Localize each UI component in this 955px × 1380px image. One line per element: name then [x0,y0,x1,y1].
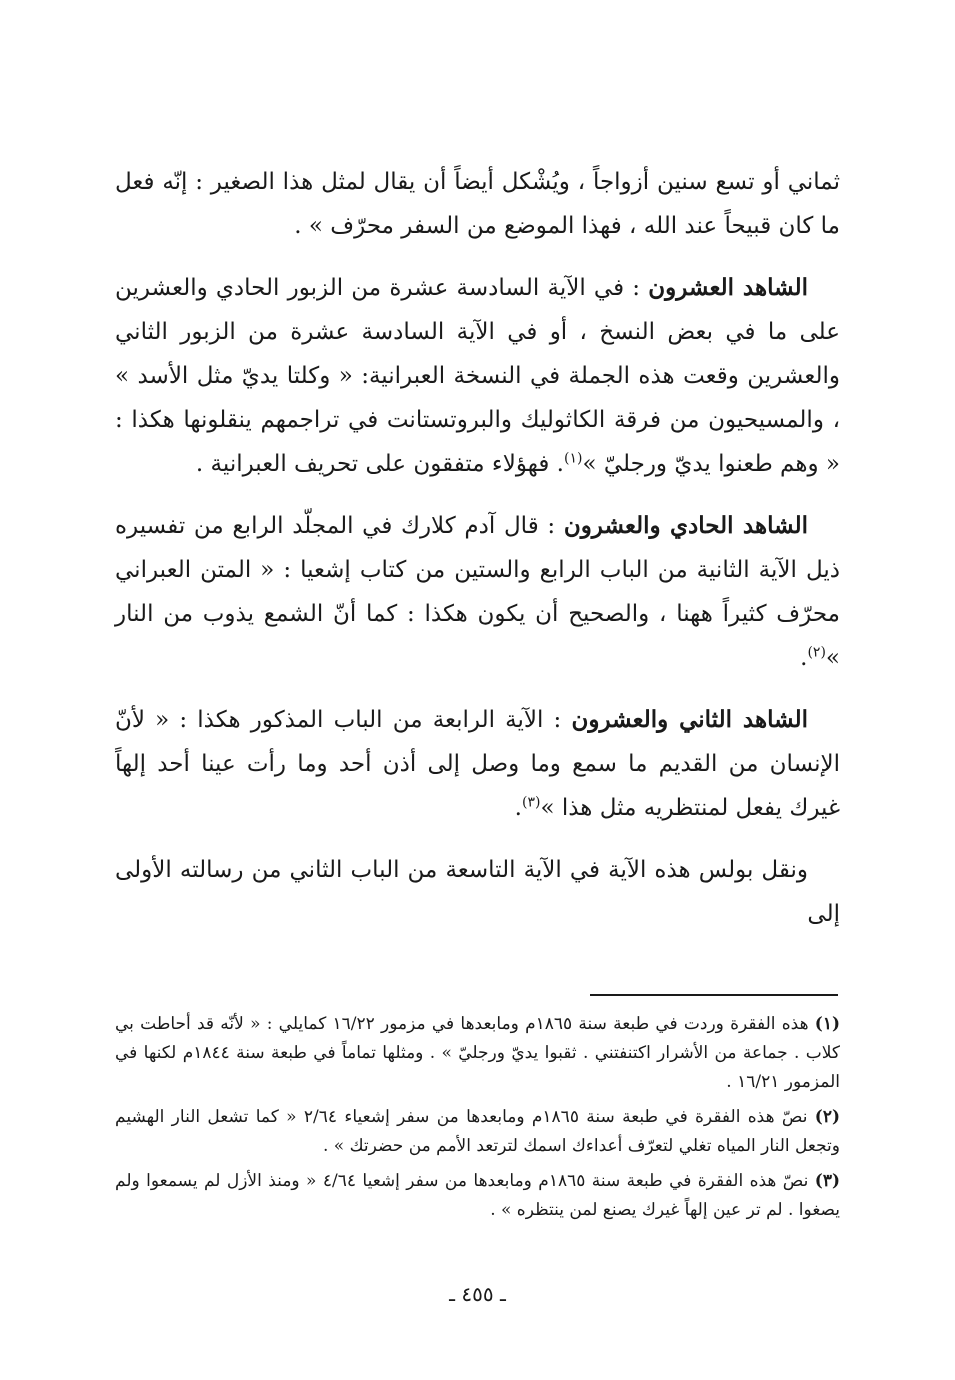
footnote-divider [590,994,838,996]
paragraph-heading: الشاهد الحادي والعشرون [563,512,809,539]
footnote-text: نصّ هذه الفقرة في طبعة سنة ١٨٦٥م ومابعدها من سفر إشعيا ٤/٦٤ « ومنذ الأزل لم يسمعوا ولم يصغوا . لم تر عين إلهاً غيرك يصنع لمن ينتظره » . [115,1171,840,1220]
footnote-number: (٣) [814,1171,840,1191]
main-text [115,160,840,954]
paragraph-tail: . [514,795,522,821]
footnote-2 [115,1103,840,1161]
paragraph-heading: الشاهد العشرون [648,274,808,301]
paragraph-paul [115,848,840,936]
paragraph-text: ثماني أو تسع سنين أزواجاً ، ويُشْكل أيضاً أن يقال لمثل هذا الصغير : إنّه فعل ما كان قبيحاً عند الله ، فهذا الموضع من السفر محرّف » . [115,169,840,239]
footnote-text: نصّ هذه الفقرة في طبعة سنة ١٨٦٥م ومابعدها من سفر إشعياء ٢/٦٤ « كما تشعل النار الهشيم وتجعل النار المياه تغلي لتعرّف أعداءك اسمك لترتعد الأمم من حضرتك » . [115,1107,840,1156]
paragraph-text: : قال آدم كلارك في المجلّد الرابع من تفسيره ذيل الآية الثانية من الباب الرابع والستين من كتاب إشعيا : « المتن العبراني محرّف كثيراً ههنا ، والصحيح أن يكون هكذا : كما أنّ الشمع يذوب من النار » [115,513,840,671]
footnote-reference[interactable]: (٣) [521,794,541,811]
paragraph-witness-22 [115,698,840,830]
paragraph-heading: الشاهد الثاني والعشرون [571,706,808,733]
footnotes [115,1010,840,1231]
footnote-1 [115,1010,840,1097]
footnote-reference[interactable]: (١) [563,450,583,467]
footnote-3 [115,1167,840,1225]
footnote-reference[interactable]: (٢) [807,644,826,661]
paragraph-text: ونقل بولس هذه الآية في الآية التاسعة من الباب الثاني من رسالته الأولى إلى [115,857,840,927]
page-number: ـ ٤٥٥ ـ [449,1282,506,1306]
paragraph-text: : في الآية السادسة عشرة من الزبور الحادي والعشرين على ما في بعض النسخ ، أو في الآية السادسة عشرة من الزبور الثاني والعشرين وقعت هذه الجملة في النسخة العبرانية: « وكلتا يديّ مثل الأسد » ، والمسيحيون من فرقة الكاثوليك والبروتستانت في تراجمهم ينقلونها هكذا : « وهم طعنوا يديّ ورجليّ » [115,275,840,477]
paragraph-text: : الآية الرابعة من الباب المذكور هكذا : « لأنّ الإنسان من القديم ما سمع وما وصل إلى أذن أحد وما رأت عينا أحد إلهاً غيرك يفعل لمنتظريه مثل هذا » [115,707,840,821]
paragraph-witness-21 [115,504,840,680]
footnote-number: (١) [814,1014,841,1034]
paragraph-tail: . فهؤلاء متفقون على تحريف العبرانية . [195,451,564,477]
paragraph-tail: . [800,645,808,671]
footnote-text: هذه الفقرة وردت في طبعة سنة ١٨٦٥م ومابعدها في مزمور ١٦/٢٢ كمايلي : « لأنّه قد أحاطت بي كلاب . جماعة من الأشرار اكتنفتني . ثقبوا يديّ ورجليّ » . ومثلها تماماً في طبعة سنة ١٨٤٤م لكنها في المزمور ١٦/٢١ . [115,1014,840,1092]
paragraph-witness-20 [115,266,840,486]
footnote-number: (٢) [814,1107,840,1127]
paragraph-continuation [115,160,840,248]
